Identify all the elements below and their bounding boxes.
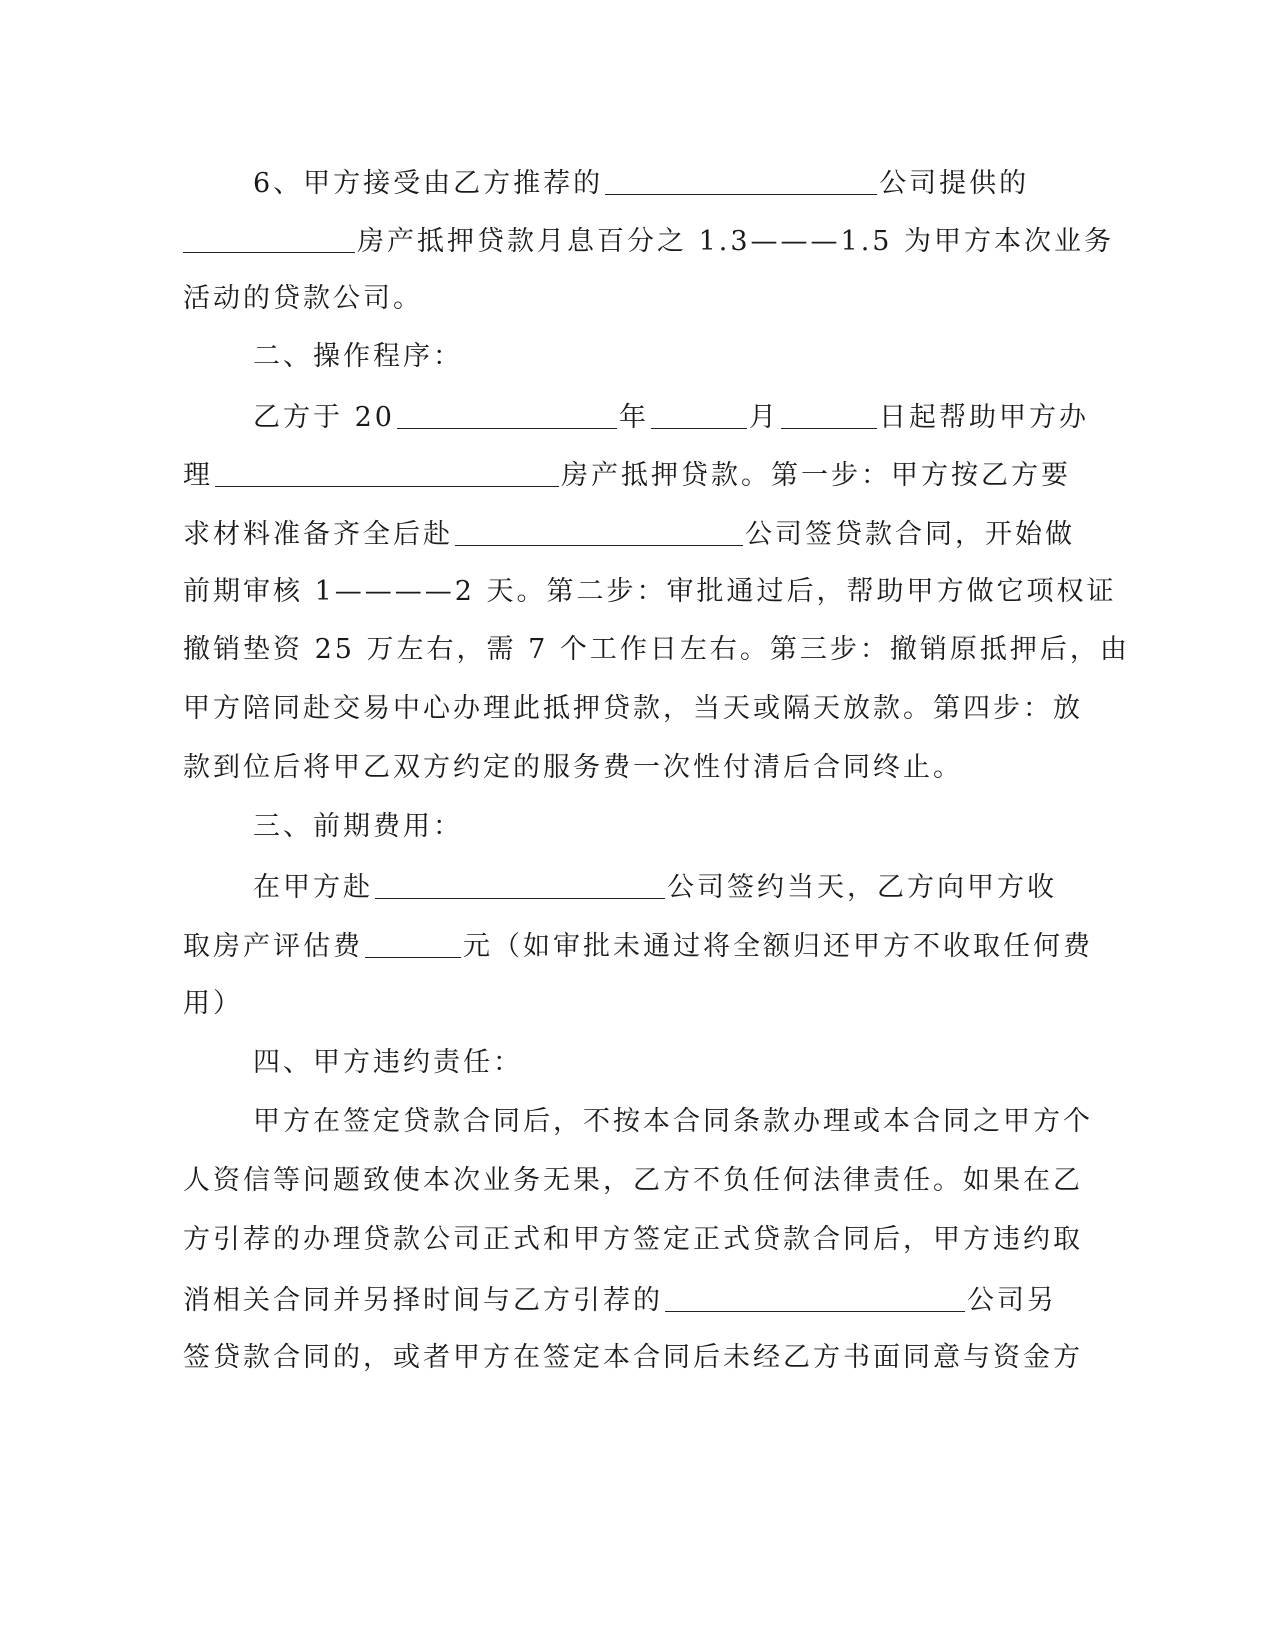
text-line <box>183 1222 1083 1258</box>
text-segment: 消相关合同并另择时间与乙方引荐的 <box>183 1285 663 1316</box>
text-segment: 理 <box>183 460 213 491</box>
text-segment: 活动的贷款公司。 <box>183 283 423 314</box>
blank-field[interactable] <box>375 871 665 899</box>
text-line <box>183 456 1071 494</box>
section-heading <box>253 339 463 375</box>
text-segment: 月 <box>748 402 779 433</box>
text-segment: 求材料准备齐全后赴 <box>183 519 453 550</box>
text-line <box>183 574 1117 610</box>
text-line <box>253 164 1029 202</box>
text-line <box>183 1163 1083 1199</box>
text-segment: 6、甲方接受由乙方推荐的 <box>253 168 604 199</box>
text-segment: 元（如审批未通过将全额归还甲方不收取任何费 <box>463 931 1093 962</box>
blank-field[interactable] <box>605 167 877 195</box>
blank-field[interactable] <box>665 1284 965 1312</box>
text-segment: 用） <box>183 988 243 1019</box>
text-line <box>183 515 1075 553</box>
blank-year-field[interactable] <box>397 401 617 429</box>
text-segment: 房产抵押贷款。第一步：甲方按乙方要 <box>561 460 1071 491</box>
blank-field[interactable] <box>183 225 355 253</box>
text-segment: 款到位后将甲乙双方约定的服务费一次性付清后合同终止。 <box>183 752 963 783</box>
text-segment: 公司签贷款合同，开始做 <box>745 519 1075 550</box>
section-heading <box>253 1045 523 1081</box>
heading-text: 二、操作程序： <box>253 341 463 372</box>
text-line <box>183 1340 1083 1376</box>
text-segment: 甲方陪同赴交易中心办理此抵押贷款，当天或隔天放款。第四步：放 <box>183 693 1083 724</box>
text-line <box>183 927 1093 965</box>
text-segment: 房产抵押贷款月息百分之 1.3———1.5 为甲方本次业务 <box>357 226 1115 257</box>
text-segment: 乙方于 20 <box>253 402 395 433</box>
text-segment: 甲方在签定贷款合同后，不按本合同条款办理或本合同之甲方个 <box>253 1106 1093 1137</box>
text-line <box>183 281 423 317</box>
blank-field[interactable] <box>215 459 559 487</box>
text-line <box>253 868 1057 906</box>
blank-fee-field[interactable] <box>365 930 461 958</box>
text-line <box>183 691 1083 727</box>
text-segment: 签贷款合同的，或者甲方在签定本合同后未经乙方书面同意与资金方 <box>183 1342 1083 1373</box>
heading-text: 三、前期费用： <box>253 811 463 842</box>
blank-day-field[interactable] <box>781 401 877 429</box>
text-segment: 前期审核 1————2 天。第二步：审批通过后，帮助甲方做它项权证 <box>183 576 1117 607</box>
text-segment: 方引荐的办理贷款公司正式和甲方签定正式贷款合同后，甲方违约取 <box>183 1224 1083 1255</box>
text-segment: 日起帮助甲方办 <box>878 402 1089 433</box>
text-segment: 取房产评估费 <box>183 931 363 962</box>
text-line <box>253 398 1089 436</box>
text-segment: 在甲方赴 <box>253 872 373 903</box>
text-segment: 公司签约当天，乙方向甲方收 <box>667 872 1057 903</box>
blank-field[interactable] <box>455 518 743 546</box>
text-line <box>183 750 963 786</box>
text-line <box>183 986 243 1022</box>
text-segment: 公司提供的 <box>879 168 1030 199</box>
text-segment: 年 <box>618 402 649 433</box>
section-heading <box>253 809 463 845</box>
text-segment: 人资信等问题致使本次业务无果，乙方不负任何法律责任。如果在乙 <box>183 1165 1083 1196</box>
text-segment: 公司另 <box>967 1285 1057 1316</box>
text-line <box>183 222 1114 260</box>
text-segment: 撤销垫资 25 万左右，需 7 个工作日左右。第三步：撤销原抵押后，由 <box>183 634 1130 665</box>
text-line <box>253 1104 1093 1140</box>
blank-month-field[interactable] <box>651 401 747 429</box>
heading-text: 四、甲方违约责任： <box>253 1047 523 1078</box>
text-line <box>183 1281 1057 1319</box>
text-line <box>183 632 1130 668</box>
